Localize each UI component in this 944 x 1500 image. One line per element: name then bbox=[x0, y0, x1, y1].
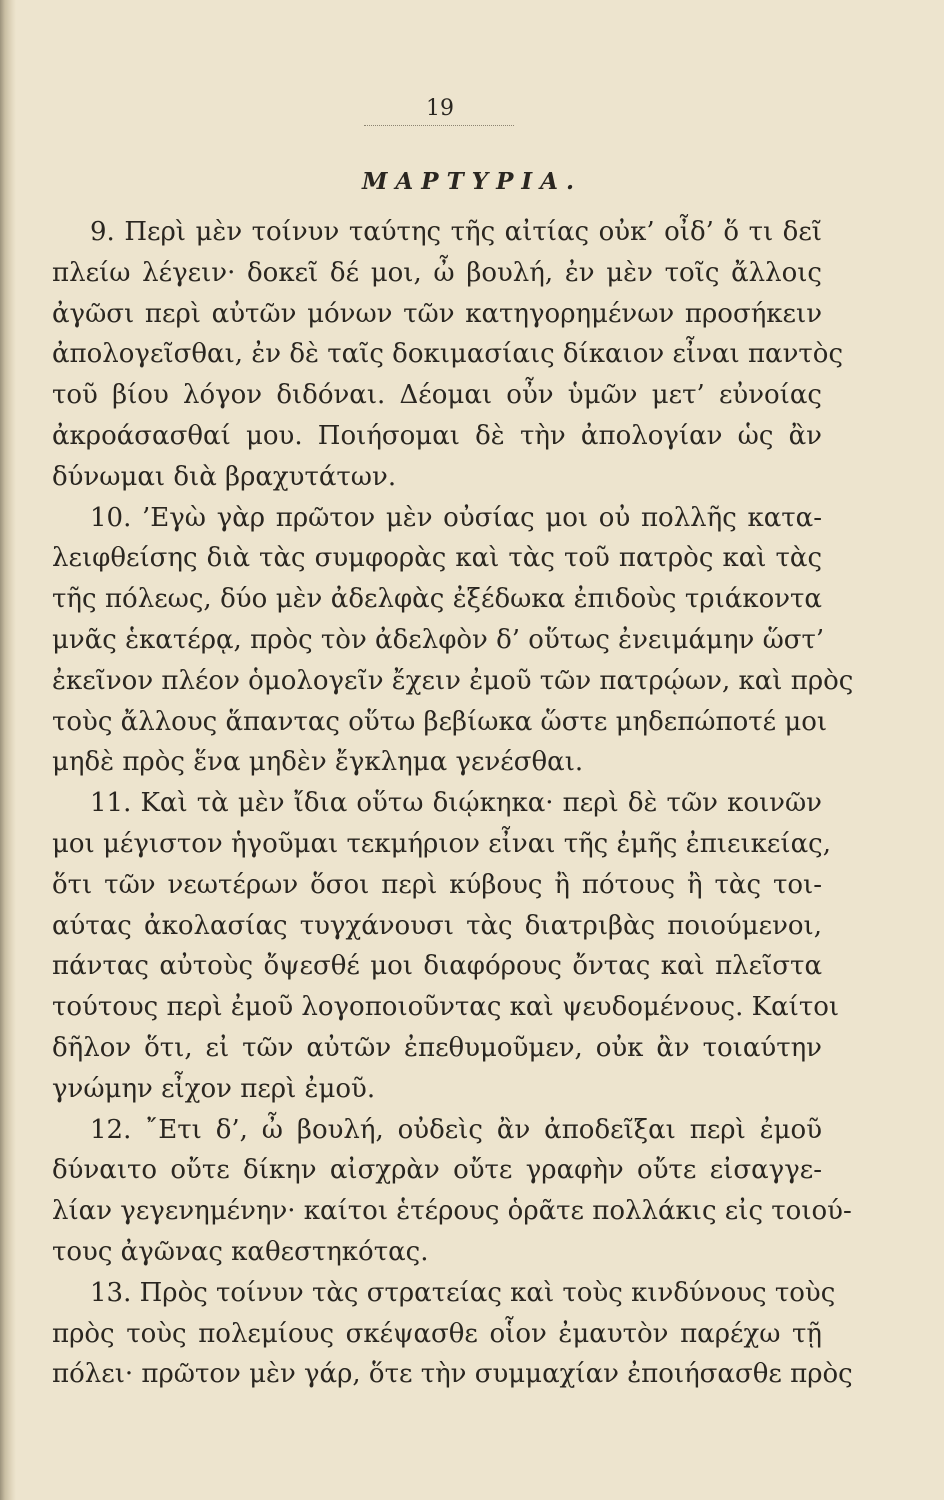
page-number-rule bbox=[364, 125, 514, 126]
text-line: μνᾶς ἑκατέρᾳ, πρὸς τὸν ἀδελφὸν δ’ οὕτως ἐνειμάμην ὥστ’ bbox=[52, 624, 825, 655]
text-line: μοι μέγιστον ἡγοῦμαι τεκμήριον εἶναι τῆς ἐμῆς ἐπιεικείας, bbox=[52, 828, 831, 859]
text-line: ἐκεῖνον πλέον ὁμολογεῖν ἔχειν ἐμοῦ τῶν πατρῴων, καὶ πρὸς bbox=[52, 665, 854, 696]
text-line: τῆς πόλεως, δύο μὲν ἀδελφὰς ἐξέδωκα ἐπιδοὺς τριάκοντα bbox=[52, 584, 822, 615]
text-line: πόλει· πρῶτον μὲν γάρ, ὅτε τὴν συμμαχίαν ἐποιήσασθε πρὸς bbox=[52, 1359, 853, 1390]
text-line: γνώμην εἶχον περὶ ἐμοῦ. bbox=[52, 1073, 376, 1104]
text-line: δύνωμαι διὰ βραχυτάτων. bbox=[52, 461, 397, 492]
text-line: 10. ’Εγὼ γὰρ πρῶτον μὲν οὐσίας μοι οὐ πολλῆς κατα- bbox=[90, 502, 822, 533]
page-number: 19 bbox=[426, 96, 454, 121]
text-line: ἀκροάσασθαί μου. Ποιήσομαι δὲ τὴν ἀπολογίαν ὡς ἂν bbox=[52, 420, 822, 451]
text-line: λειφθείσης διὰ τὰς συμφορὰς καὶ τὰς τοῦ πατρὸς καὶ τὰς bbox=[52, 543, 822, 574]
text-line: τοὺς ἄλλους ἅπαντας οὕτω βεβίωκα ὥστε μηδεπώποτέ μοι bbox=[52, 706, 828, 737]
text-line: 11. Καὶ τὰ μὲν ἴδια οὕτω διῴκηκα· περὶ δὲ τῶν κοινῶν bbox=[90, 788, 822, 819]
text-line: τοῦ βίου λόγον διδόναι. Δέομαι οὖν ὑμῶν μετ’ εὐνοίας bbox=[52, 380, 822, 411]
text-line: 13. Πρὸς τοίνυν τὰς στρατείας καὶ τοὺς κινδύνους τοὺς bbox=[90, 1277, 836, 1308]
text-line: τους ἀγῶνας καθεστηκότας. bbox=[52, 1236, 429, 1267]
text-line: ἀπολογεῖσθαι, ἐν δὲ ταῖς δοκιμασίαις δίκαιον εἶναι παντὸς bbox=[52, 339, 844, 370]
text-line: 12. ῎Ετι δ’, ὦ βουλή, οὐδεὶς ἂν ἀποδεῖξαι περὶ ἐμοῦ bbox=[90, 1114, 822, 1145]
text-line: λίαν γεγενημένην· καίτοι ἑτέρους ὁρᾶτε πολλάκις εἰς τοιού- bbox=[52, 1196, 852, 1227]
text-line: ὅτι τῶν νεωτέρων ὅσοι περὶ κύβους ἢ πότους ἢ τὰς τοι- bbox=[52, 869, 822, 900]
section-title: ΜΑΡΤΥΡΙΑ. bbox=[361, 168, 583, 195]
page-binding-edge bbox=[0, 0, 16, 1500]
text-line: 9. Περὶ μὲν τοίνυν ταύτης τῆς αἰτίας οὐκ’ οἶδ’ ὅ τι δεῖ bbox=[90, 217, 822, 247]
text-line: πάντας αὐτοὺς ὄψεσθέ μοι διαφόρους ὄντας καὶ πλεῖστα bbox=[52, 951, 822, 982]
text-line: πρὸς τοὺς πολεμίους σκέψασθε οἷον ἐμαυτὸν παρέχω τῇ bbox=[52, 1318, 822, 1349]
text-line: ἀγῶσι περὶ αὐτῶν μόνων τῶν κατηγορημένων προσήκειν bbox=[52, 298, 822, 329]
text-line: μηδὲ πρὸς ἕνα μηδὲν ἔγκλημα γενέσθαι. bbox=[52, 747, 584, 778]
body-text bbox=[52, 212, 854, 1395]
text-line: δῆλον ὅτι, εἰ τῶν αὐτῶν ἐπεθυμοῦμεν, οὐκ ἂν τοιαύτην bbox=[52, 1032, 822, 1063]
text-line: τούτους περὶ ἐμοῦ λογοποιοῦντας καὶ ψευδομένους. Καίτοι bbox=[52, 992, 840, 1023]
text-line: πλείω λέγειν· δοκεῖ δέ μοι, ὦ βουλή, ἐν μὲν τοῖς ἄλλοις bbox=[52, 257, 822, 288]
text-line: αύτας ἀκολασίας τυγχάνουσι τὰς διατριβὰς ποιούμενοι, bbox=[52, 910, 822, 941]
text-line: δύναιτο οὔτε δίκην αἰσχρὰν οὔτε γραφὴν οὔτε εἰσαγγε- bbox=[52, 1155, 822, 1186]
